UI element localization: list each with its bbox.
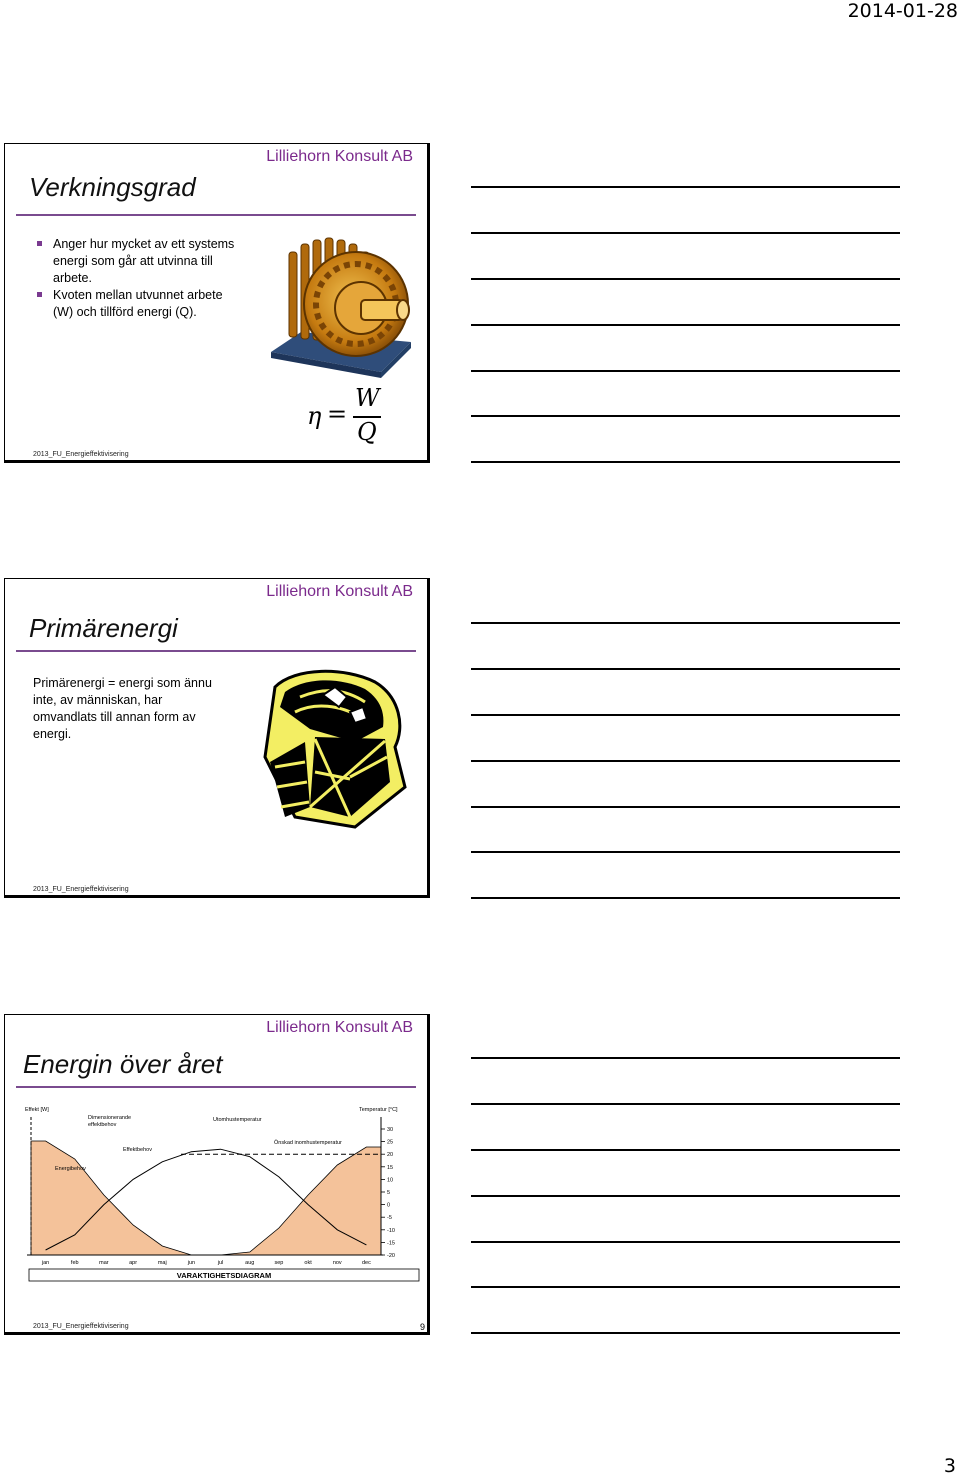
slide-footer: 2013_FU_Energieffektivisering (33, 886, 129, 893)
x-tick-label: okt (304, 1260, 312, 1266)
note-line (471, 232, 900, 234)
note-line (471, 1057, 900, 1059)
note-line (471, 1103, 900, 1105)
note-line (471, 851, 900, 853)
annotation-label: Effektbehov (123, 1147, 152, 1153)
x-tick-label: maj (157, 1260, 167, 1266)
title-rule (16, 1086, 416, 1088)
note-line (471, 622, 900, 624)
formula-numerator: W (355, 384, 380, 412)
note-line (471, 714, 900, 716)
x-tick-label: jul (217, 1260, 224, 1266)
note-line (471, 370, 900, 372)
chart-title: VARAKTIGHETSDIAGRAM (176, 1271, 272, 1280)
slide-title: Energin över året (23, 1049, 223, 1079)
x-tick-label: apr (129, 1260, 138, 1266)
formula-eta: η (307, 402, 322, 430)
slide-title: Primärenergi (29, 613, 178, 643)
definition-text: Primärenergi = energi som ännu inte, av människan, har omvandlats till annan form av energi. (33, 676, 212, 741)
duration-chart (21, 1103, 421, 1289)
slide-header: Lilliehorn Konsult AB (266, 1019, 413, 1036)
treasure-chest-icon (255, 667, 415, 837)
note-line (471, 461, 900, 463)
slide-header: Lilliehorn Konsult AB (266, 148, 413, 165)
slide-footer: 2013_FU_Energieffektivisering (33, 1323, 129, 1330)
y-tick-label: -5 (387, 1215, 392, 1222)
page-number: 3 (943, 1455, 956, 1477)
efficiency-formula (307, 384, 397, 448)
formula-denominator: Q (357, 418, 377, 446)
note-line (471, 668, 900, 670)
slide-footer: 2013_FU_Energieffektivisering (33, 451, 129, 458)
x-tick-label: dec (361, 1260, 371, 1266)
x-tick-label: jun (187, 1260, 196, 1266)
slide-verkningsgrad (4, 143, 428, 461)
annotation-label: Energibehov (55, 1166, 86, 1172)
note-line (471, 760, 900, 762)
title-rule (16, 214, 416, 216)
slide-header: Lilliehorn Konsult AB (266, 583, 413, 600)
annotation-label: Utomhustemperatur (213, 1117, 262, 1123)
square-bullet-icon (37, 292, 42, 297)
title-rule (16, 650, 416, 652)
y-tick-label: -20 (387, 1253, 395, 1259)
note-line (471, 1332, 900, 1334)
y-tick-label: -15 (387, 1240, 395, 1247)
slide-energin-over-aret (4, 1014, 428, 1333)
energy-demand-area (31, 1141, 381, 1255)
slide-title: Verkningsgrad (29, 172, 196, 202)
formula-equals: = (327, 400, 348, 428)
note-line (471, 897, 900, 899)
note-line (471, 1286, 900, 1288)
slide-primarenergi (4, 578, 428, 896)
x-tick-label: mar (99, 1260, 109, 1266)
bullet-item: Kvoten mellan utvunnet arbete (W) och tillförd energi (Q). (37, 287, 237, 321)
bullet-list (37, 236, 237, 321)
bullet-item: Anger hur mycket av ett systems energi som går att utvinna till arbete. (37, 236, 237, 287)
y-tick-label: 5 (387, 1190, 391, 1196)
note-line (471, 278, 900, 280)
annotation-label: Önskad inomhustemperatur (274, 1140, 342, 1146)
square-bullet-icon (37, 241, 42, 246)
y-tick-label: 0 (387, 1202, 391, 1209)
y-axis-label-left: Effekt [W] (25, 1107, 49, 1113)
x-tick-label: feb (70, 1260, 79, 1266)
note-line (471, 415, 900, 417)
note-line (471, 1149, 900, 1151)
x-tick-label: jan (41, 1260, 50, 1266)
slide-page-number: 9 (419, 1322, 425, 1332)
note-line (471, 1241, 900, 1243)
y-tick-label: 20 (387, 1152, 394, 1159)
annotation-label: effektbehov (88, 1122, 117, 1128)
note-line (471, 806, 900, 808)
x-tick-label: aug (245, 1260, 255, 1266)
annotation-label: Dimensionerande (88, 1115, 132, 1121)
note-line (471, 1195, 900, 1197)
x-tick-label: nov (332, 1260, 342, 1266)
page-date: 2014-01-28 (847, 0, 958, 22)
y-tick-label: 15 (387, 1164, 394, 1171)
note-line (471, 324, 900, 326)
y-tick-label: 30 (387, 1127, 394, 1133)
electric-motor-icon (261, 232, 421, 380)
x-tick-label: sep (274, 1260, 284, 1266)
y-axis-label-right: Temperatur [°C] (359, 1107, 398, 1113)
note-line (471, 186, 900, 188)
y-tick-label: 25 (387, 1139, 394, 1146)
y-tick-label: 10 (387, 1177, 394, 1184)
y-tick-label: -10 (387, 1227, 395, 1234)
